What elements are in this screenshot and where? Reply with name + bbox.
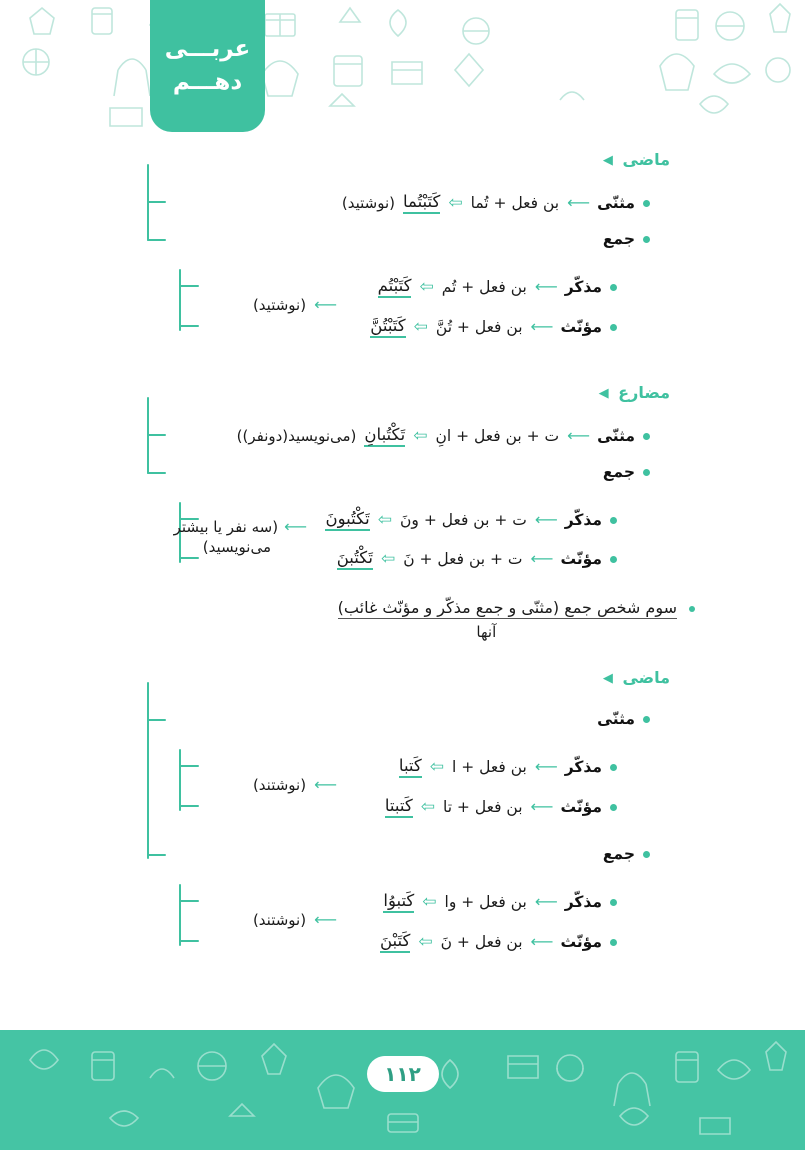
row-target-word: كَتبتا	[385, 796, 413, 818]
top-decorative-band	[0, 0, 805, 140]
group-gloss-text: (نوشتند)	[252, 776, 307, 794]
node-dot	[610, 899, 617, 906]
arrow-left-icon: ⟵	[534, 510, 557, 529]
row-formula: ت + بن فعل + نَ	[403, 550, 523, 568]
bullet-dot-icon	[689, 606, 695, 612]
row-moannas-madi2-mothanna	[385, 796, 617, 818]
section-title-modare-1	[599, 383, 670, 402]
node-dot	[610, 556, 617, 563]
hook-arrow-icon: ⇦	[420, 797, 435, 817]
row-mozakkar-madi2-mothanna	[399, 756, 617, 778]
row-label: مؤنّث	[560, 318, 602, 336]
bullet-text: سوم شخص جمع (مثنّی و جمع مذکّر و مؤنّث غائب)	[337, 598, 677, 617]
section-title-text: ماضی	[622, 150, 670, 169]
arrow-left-icon: ⟵	[530, 797, 553, 816]
hook-arrow-icon: ⇦	[418, 932, 433, 952]
long-arrow-left-icon: ⟵	[284, 517, 305, 536]
node-dot	[643, 236, 650, 243]
row-label: مثنّی	[597, 427, 635, 445]
node-dot	[610, 324, 617, 331]
chapter-title-line1: عربـــی	[164, 35, 251, 62]
arrow-left-icon: ⟵	[567, 193, 590, 212]
row-label: جمع	[602, 463, 635, 481]
hook-arrow-icon: ⇦	[448, 193, 463, 213]
row-label: جمع	[602, 230, 635, 248]
section-title-madi-2	[603, 668, 670, 687]
page-number: ۱۱۲	[367, 1056, 439, 1092]
hook-arrow-icon: ⇦	[413, 317, 428, 337]
node-dot	[643, 851, 650, 858]
row-label: مذکّر	[564, 893, 602, 911]
hook-arrow-icon: ⇦	[419, 277, 434, 297]
arrow-left-icon: ⟵	[567, 426, 590, 445]
node-dot	[643, 469, 650, 476]
section-title-madi-1	[603, 150, 670, 169]
arrow-left-icon: ⟵	[530, 549, 553, 568]
row-formula: بن فعل + تا	[442, 798, 523, 816]
row-target-word: كَتَبْتُم	[378, 276, 412, 298]
section-title-text: ماضی	[622, 668, 670, 687]
row-formula: بن فعل + تُما	[470, 194, 560, 212]
arrow-left-icon: ⟵	[534, 757, 557, 776]
row-formula: بن فعل + وا	[444, 893, 527, 911]
row-mothanna-modare	[237, 425, 650, 447]
row-formula: بن فعل + نَ	[440, 933, 523, 951]
row-formula: بن فعل + تُنَّ	[435, 318, 523, 336]
arrow-left-icon: ⟵	[534, 277, 557, 296]
group-gloss-line1: (سه نفر یا بیشتر	[173, 518, 279, 536]
bottom-decorative-band	[0, 1030, 805, 1150]
row-formula: بن فعل + ا	[452, 758, 527, 776]
node-dot	[643, 433, 650, 440]
row-target-word: كَتبا	[399, 756, 422, 778]
group-gloss-madi2-mothanna	[253, 776, 335, 794]
row-target-word: تَكْتُبانِ	[364, 425, 405, 447]
node-dot	[610, 764, 617, 771]
bullet-subtext: آنها	[476, 623, 497, 641]
arrow-left-icon: ⟵	[530, 317, 553, 336]
row-moannas-madi2-jam	[380, 931, 617, 953]
row-moannas-modare	[337, 548, 617, 570]
row-label: مذکّر	[564, 278, 602, 296]
row-label: مذکّر	[564, 511, 602, 529]
row-jam-modare	[603, 463, 650, 481]
row-label: مؤنّث	[560, 933, 602, 951]
group-gloss-line2: می‌نویسید)	[202, 538, 271, 556]
row-mothanna-madi2	[597, 710, 650, 728]
chapter-title-tab	[150, 0, 265, 132]
row-mozakkar-madi1	[378, 276, 617, 298]
node-dot	[643, 200, 650, 207]
chapter-title-line2: دهـــم	[172, 69, 243, 95]
section-title-text: مضارع	[618, 383, 670, 402]
row-label: مذکّر	[564, 758, 602, 776]
row-label: مؤنّث	[560, 798, 602, 816]
row-target-word: كَتبوُا	[383, 891, 414, 913]
group-gloss-text: (نوشتید)	[252, 296, 307, 314]
hook-arrow-icon: ⇦	[429, 757, 445, 777]
row-mozakkar-madi2-jam	[383, 891, 617, 913]
arrow-left-icon: ⟵	[530, 932, 553, 951]
triangle-icon: ◀	[602, 153, 613, 168]
group-gloss-madi1	[253, 296, 335, 314]
row-mothanna-madi1	[342, 192, 650, 214]
group-gloss-text: (نوشتند)	[252, 911, 307, 929]
hook-arrow-icon: ⇦	[413, 426, 428, 446]
row-formula: بن فعل + تُم	[441, 278, 527, 296]
row-target-word: كَتَبْتُنَّ	[370, 316, 405, 338]
group-gloss-modare	[174, 518, 305, 556]
long-arrow-left-icon: ⟵	[314, 775, 335, 794]
long-arrow-left-icon: ⟵	[314, 910, 335, 929]
node-dot	[643, 716, 650, 723]
top-doodle-pattern	[0, 0, 805, 140]
row-formula: ت + بن فعل + ونَ	[400, 511, 527, 529]
long-arrow-left-icon: ⟵	[314, 295, 335, 314]
arrow-left-icon: ⟵	[534, 892, 557, 911]
triangle-icon: ◀	[598, 386, 609, 401]
hook-arrow-icon: ⇦	[377, 510, 393, 530]
hook-arrow-icon: ⇦	[422, 892, 437, 912]
row-target-word: كَتَبْنَ	[380, 931, 410, 953]
row-moannas-madi1	[370, 316, 617, 338]
page-content	[0, 140, 805, 1030]
node-dot	[610, 517, 617, 524]
group-gloss-madi2-jam	[253, 911, 335, 929]
row-gloss: (نوشتید)	[341, 194, 395, 212]
row-jam-madi1	[603, 230, 650, 248]
row-label: مؤنّث	[560, 550, 602, 568]
row-mozakkar-modare	[325, 509, 617, 531]
triangle-icon: ◀	[602, 671, 613, 686]
row-gloss: (می‌نویسید(دونفر))	[236, 427, 357, 445]
bullet-line-sevom-shakhs	[338, 598, 695, 641]
row-formula: ت + بن فعل + انِ	[435, 427, 560, 445]
row-target-word: كَتَبْتُما	[403, 192, 440, 214]
node-dot	[610, 804, 617, 811]
row-target-word: تَكْتُبونَ	[325, 509, 369, 531]
row-label: مثنّی	[597, 194, 635, 212]
row-jam-madi2	[603, 845, 650, 863]
row-label: مثنّی	[597, 710, 635, 728]
hook-arrow-icon: ⇦	[380, 549, 396, 569]
node-dot	[610, 939, 617, 946]
node-dot	[610, 284, 617, 291]
row-label: جمع	[602, 845, 635, 863]
row-target-word: تَكْتُبنَ	[337, 548, 373, 570]
